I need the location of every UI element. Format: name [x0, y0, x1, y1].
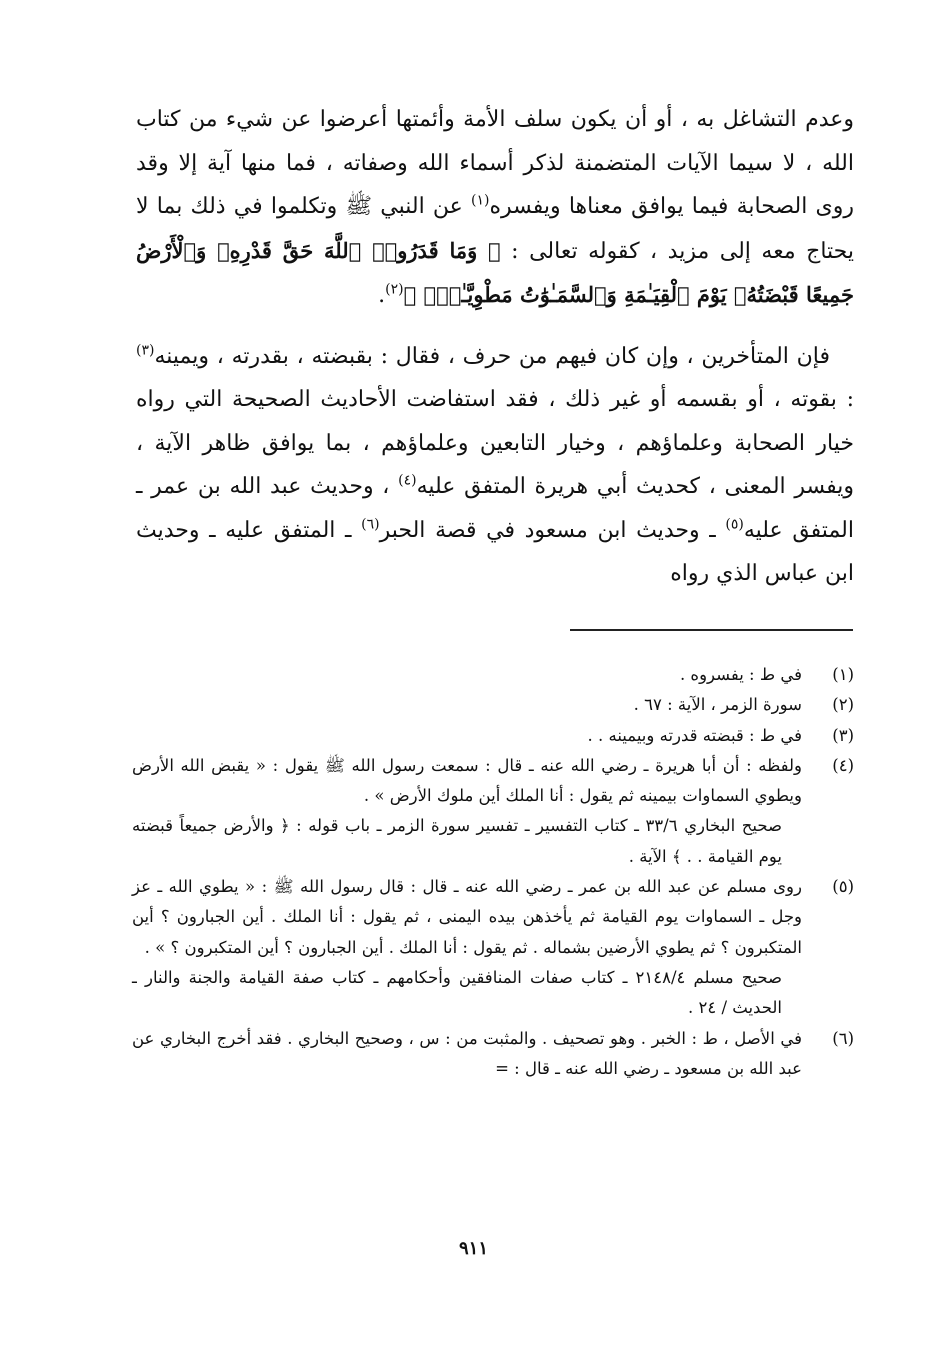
main-text: [136, 98, 854, 596]
footnote-number: (٥): [832, 877, 854, 897]
footnote-body: [132, 690, 802, 720]
paragraph-text: ـ المتفق عليه ـ وحديث ابن عباس الذي رواه: [136, 517, 854, 586]
footnote-source: صحيح مسلم ٢١٤٨/٤ ـ كتاب صفات المنافقين وأحكامهم ـ كتاب صفة القيامة والجنة والنار ـ الحديث / ٢٤ .: [132, 967, 782, 1018]
paragraph: [136, 98, 854, 318]
footnote-source: صحيح البخاري ٣٣/٦ ـ كتاب التفسير ـ تفسير سورة الزمر ـ باب قوله : ﴿ والأرض جميعاً قبضته يوم القيامة . . ﴾ الآية .: [132, 816, 782, 866]
footnote-number: (٤): [832, 755, 854, 775]
paragraph-text: فإن المتأخرين ، وإن كان فيهم من حرف ، فقال : بقبضته ، بقدرته ، ويمينه: [154, 343, 830, 369]
footnote-ref[interactable]: (٤): [398, 472, 417, 489]
footnotes: [132, 660, 854, 1084]
footnote-body: [132, 660, 802, 690]
footnote-number: (٢): [832, 695, 854, 715]
footnote: [132, 721, 854, 751]
paragraph-text: عن النبي ﷺ وتكلموا في ذلك بما لا يحتاج معه إلى مزيد ، كقوله تعالى :: [136, 194, 854, 264]
footnote-body: [132, 721, 802, 751]
page-number: ٩١١: [458, 1238, 488, 1259]
footnote: [132, 660, 854, 690]
footnote-text: ولفظه : أن أبا هريرة ـ رضي الله عنه ـ قال : سمعت رسول الله ﷺ يقول : « يقبض الله الأرض ويطوي السماوات بيمينه ثم يقول : أنا الملك أين ملوك الأرض » .: [132, 755, 802, 806]
footnote-number: (١): [832, 665, 854, 684]
footnote-number: (٣): [832, 725, 854, 745]
paragraph-text: .: [378, 283, 386, 308]
footnote-body: [132, 1024, 802, 1085]
footnote-body: [132, 872, 802, 1023]
footnote-ref[interactable]: (٢): [385, 281, 404, 298]
footnote-number: (٦): [832, 1028, 854, 1048]
footnote-ref[interactable]: (٦): [361, 516, 380, 533]
paragraph-text: : بقوته ، أو بقسمه أو غير ذلك ، فقد استفاضت الأحاديث الصحيحة التي رواه خيار الصحابة وعلماؤهم ، وخيار التابعين وعلماؤهم ، بما يوافق ظاهر الآية ، ويفسر المعنى ، كحديث أبي هريرة المتفق عليه: [136, 387, 855, 499]
footnote-ref[interactable]: (٥): [725, 516, 744, 533]
footnote-text: في ط : يفسروه .: [679, 665, 802, 684]
footnote-body: [132, 751, 802, 872]
paragraph: [136, 335, 854, 596]
footnote-divider: [570, 629, 853, 631]
paragraph-text: وعدم التشاغل به ، أو أن يكون سلف الأمة وأئمتها أعرضوا عن شيء من كتاب الله ، لا سيما الآيات المتضمنة لذكر أسماء الله وصفاته ، فما منها آية إلا وقد روى الصحابة فيما يوافق معناها ويفسره: [136, 107, 855, 219]
footnote: [132, 690, 854, 720]
footnote: [132, 872, 854, 1023]
footnote-text: سورة الزمر ، الآية : ٦٧ .: [633, 695, 802, 715]
footnote-ref[interactable]: (٣): [136, 342, 155, 359]
footnote-ref[interactable]: (١): [471, 192, 490, 209]
footnote: [132, 1024, 854, 1085]
footnote: [132, 751, 854, 872]
footnote-text: روى مسلم عن عبد الله بن عمر ـ رضي الله عنه ـ قال : قال رسول الله ﷺ : « يطوي الله ـ عز وجل ـ السماوات يوم القيامة ثم يأخذهن بيده اليمنى ، ثم يقول : أنا الملك . أين الجبارون ؟ أين المتكبرون ؟ ثم يطوي الأرضين بشماله . ثم يقول : أنا الملك . أين الجبارون ؟ أين المتكبرون ؟ » .: [132, 877, 802, 957]
footnote-text: في ط : قبضته قدرته وبيمينه . .: [587, 725, 802, 745]
footnote-text: في الأصل ، ط : الخبر . وهو تصحيف . والمثبت من : س ، وصحيح البخاري . فقد أخرج البخاري عن عبد الله بن مسعود ـ رضي الله عنه ـ قال : =: [132, 1028, 802, 1078]
quran-verse: ﴿ وَمَا قَدَرُوا۟ ٱللَّهَ حَقَّ قَدْرِهِۦ وَٱلْأَرْضُ جَمِيعًا قَبْضَتُهُۥ يَوْمَ ٱلْقِيَـٰمَةِ وَٱلسَّمَـٰوَٰتُ مَطْوِيَّـٰتٌۢ ﴾: [136, 237, 854, 307]
paragraph-text: ـ وحديث ابن مسعود في قصة الحبر: [379, 517, 726, 543]
paragraph-text: ، وحديث عبد الله بن عمر ـ المتفق عليه: [136, 474, 854, 543]
